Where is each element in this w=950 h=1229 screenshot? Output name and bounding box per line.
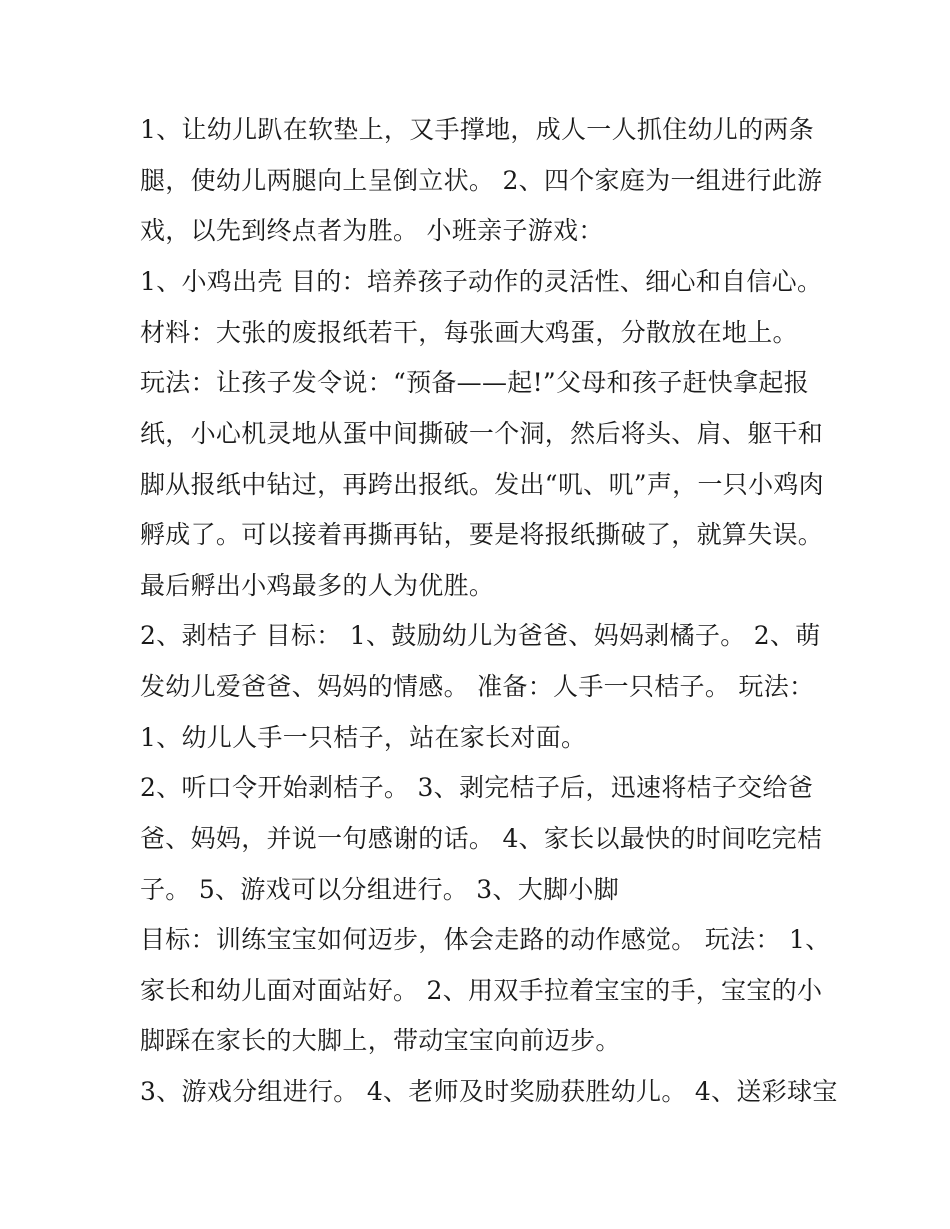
text-line: 发幼儿爱爸爸、妈妈的情感。 准备：人手一只桔子。 玩法： [140, 672, 815, 701]
text-line: 戏，以先到终点者为胜。 小班亲子游戏： [140, 216, 604, 245]
text-line: 1、幼儿人手一只桔子，站在家长对面。 [140, 723, 587, 752]
text-line: 玩法：让孩子发令说：“预备——起!”父母和孩子赶快拿起报 [140, 368, 810, 397]
text-line: 脚从报纸中钻过，再跨出报纸。发出“叽、叽”声，一只小鸡肉 [140, 470, 824, 499]
text-line: 目标：训练宝宝如何迈步，体会走路的动作感觉。 玩法： 1、 [140, 925, 831, 954]
text-line: 爸、妈妈，并说一句感谢的话。 4、家长以最快的时间吃完桔 [140, 824, 823, 853]
text-line: 子。 5、游戏可以分组进行。 3、大脚小脚 [140, 875, 620, 904]
text-line: 2、听口令开始剥桔子。 3、剥完桔子后，迅速将桔子交给爸 [140, 773, 814, 802]
text-line: 腿，使幼儿两腿向上呈倒立状。 2、四个家庭为一组进行此游 [140, 166, 823, 195]
text-line: 最后孵出小鸡最多的人为优胜。 [140, 571, 495, 600]
text-line: 纸，小心机灵地从蛋中间撕破一个洞，然后将头、肩、躯干和 [140, 419, 824, 448]
text-line: 1、小鸡出壳 目的：培养孩子动作的灵活性、细心和自信心。 [140, 267, 823, 296]
text-line: 脚踩在家长的大脚上，带动宝宝向前迈步。 [140, 1026, 621, 1055]
text-line: 3、游戏分组进行。 4、老师及时奖励获胜幼儿。 4、送彩球宝 [140, 1077, 838, 1106]
text-line: 2、剥桔子 目标： 1、鼓励幼儿为爸爸、妈妈剥橘子。 2、萌 [140, 621, 821, 650]
text-line: 家长和幼儿面对面站好。 2、用双手拉着宝宝的手，宝宝的小 [140, 976, 823, 1005]
text-line: 材料：大张的废报纸若干，每张画大鸡蛋，分散放在地上。 [140, 318, 798, 347]
text-line: 1、让幼儿趴在软垫上，又手撑地，成人一人抓住幼儿的两条 [140, 115, 815, 144]
text-line: 孵成了。可以接着再撕再钻，要是将报纸撕破了，就算失误。 [140, 520, 824, 549]
